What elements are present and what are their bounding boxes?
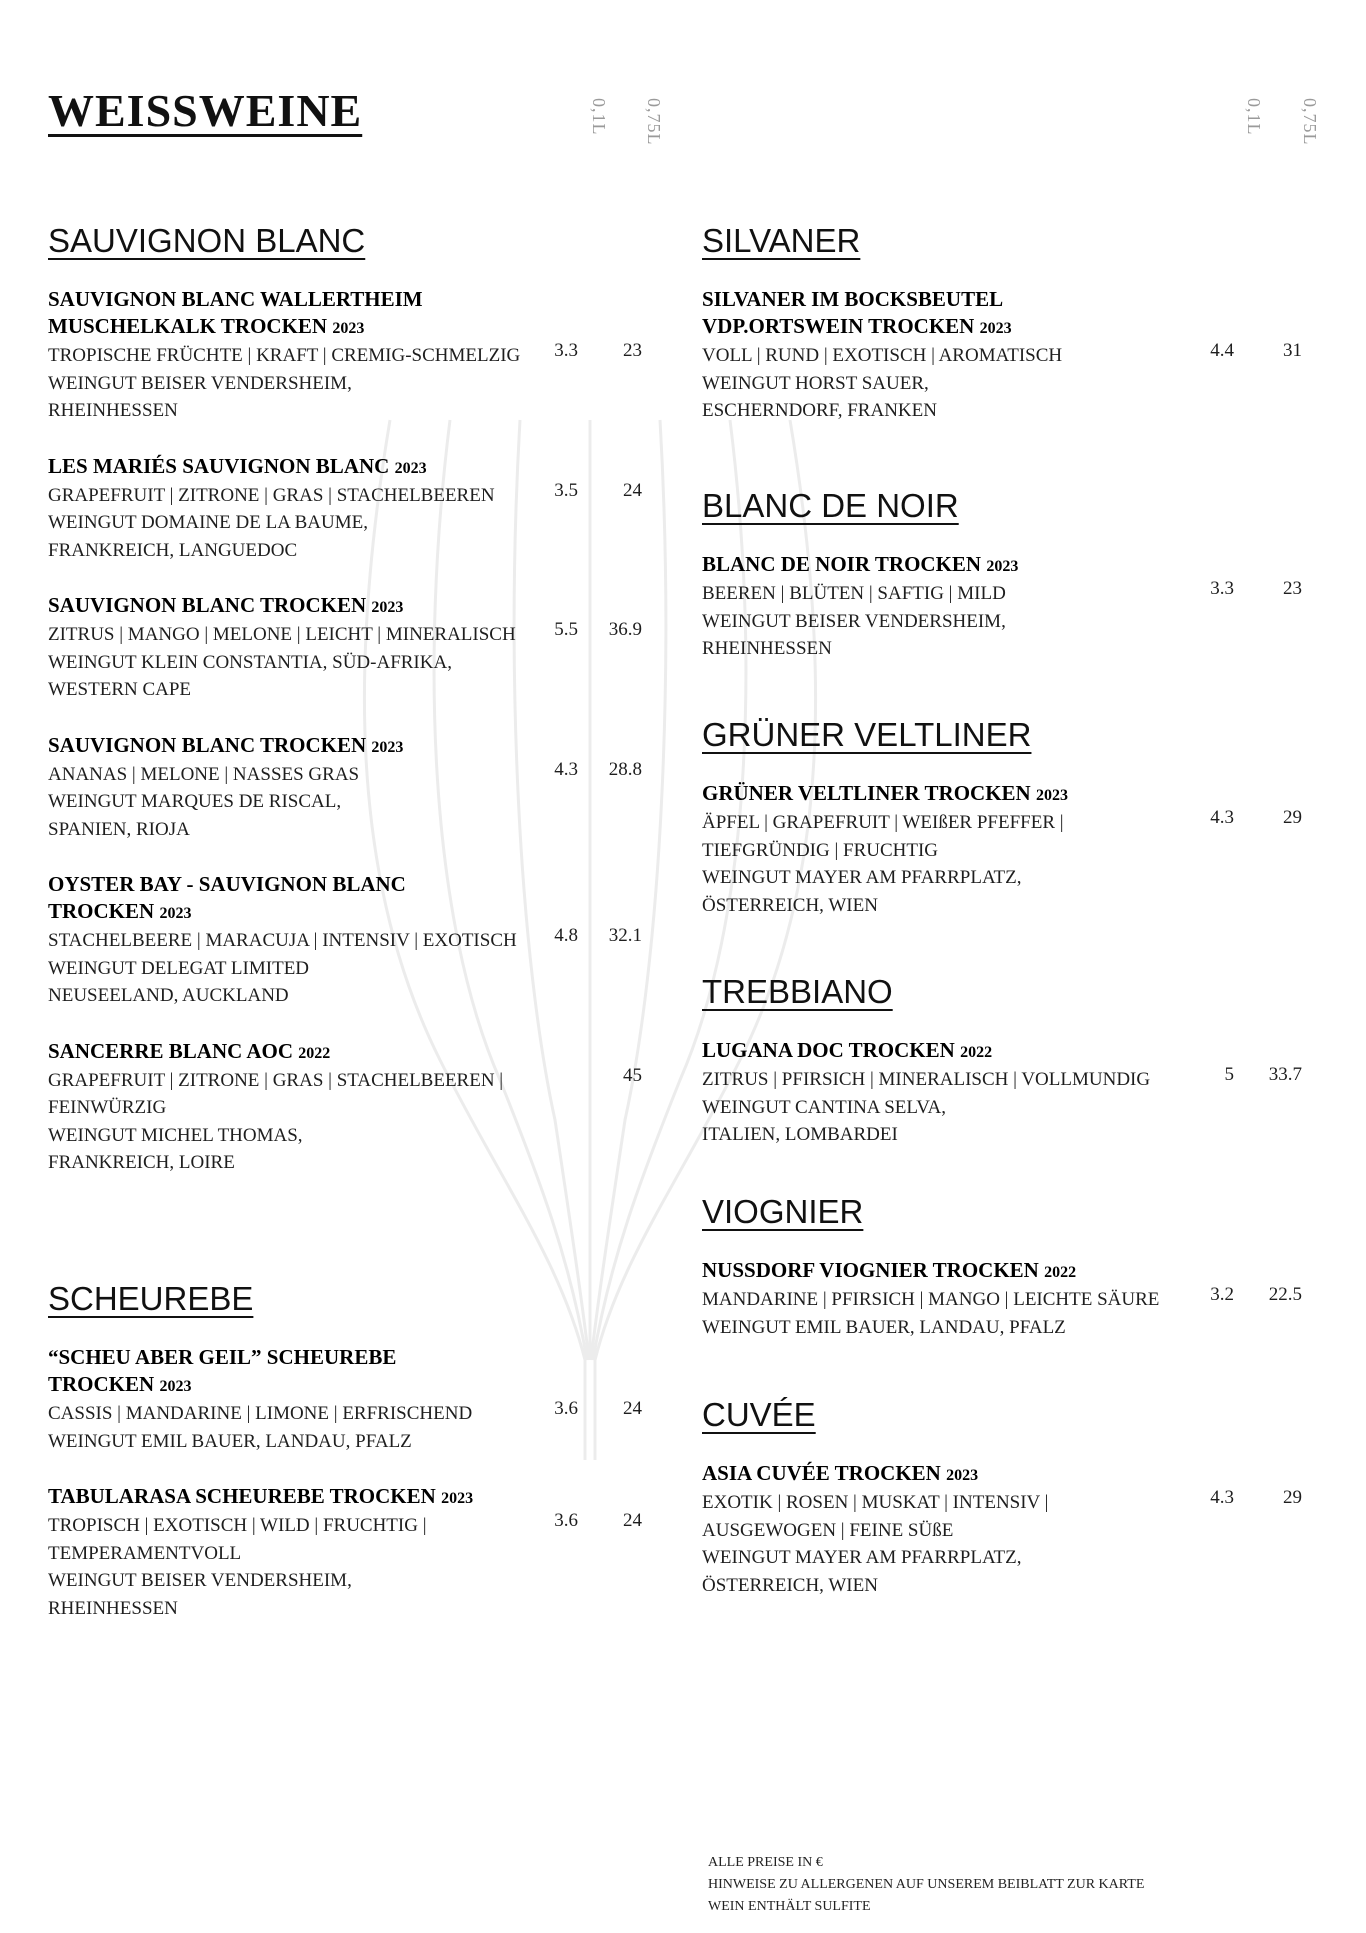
footer-line: ALLE PREISE IN € [708,1855,823,1870]
wine-item [48,732,678,844]
size-label-bottle-left: 0,75L [644,98,664,146]
wine-vintage: 2023 [986,558,1019,575]
price-glass: 4.3 [1210,807,1234,828]
footer-line: WEIN ENTHÄLT SULFITE [708,1899,871,1914]
wine-name-line: LUGANA DOC TROCKEN [702,1038,955,1062]
wine-producer: ITALIEN, LOMBARDEI [702,1124,898,1145]
wine-name [702,551,1342,580]
price-bottle: 29 [1283,1487,1302,1508]
price-glass: 4.3 [554,758,578,780]
section-title: VIOGNIER [702,1193,864,1230]
price-bottle: 24 [623,1398,642,1419]
footer-notes [708,1852,1144,1918]
section-title: BLANC DE NOIR [702,487,959,524]
section-title: SILVANER [702,222,861,259]
price-glass: 3.6 [554,1510,578,1531]
wine-producer: WEINGUT BEISER VENDERSHEIM, [48,372,352,394]
price-glass: 5.5 [554,619,578,640]
wine-producer: SPANIEN, RIOJA [48,818,190,840]
price-bottle: 31 [1283,340,1302,361]
wine-tasting-notes: ZITRUS | PFIRSICH | MINERALISCH | VOLLMUNDIG [702,1069,1151,1090]
wine-vintage: 2023 [332,320,365,337]
section-title: TREBBIANO [702,973,893,1010]
wine-name [702,1257,1342,1286]
wine-name-line: “SCHEU ABER GEIL” SCHEUREBE [48,1345,397,1369]
wine-vintage: 2023 [946,1467,979,1484]
wine-vintage: 2023 [159,1378,192,1395]
wine-name [48,592,678,621]
wine-item [48,1483,678,1622]
wine-vintage: 2023 [1035,787,1068,804]
wine-name-line: BLANC DE NOIR TROCKEN [702,552,982,576]
wine-name-line: SAUVIGNON BLANC TROCKEN [48,732,367,757]
section-title: SAUVIGNON BLANC [48,222,366,259]
wine-tasting-notes: ZITRUS | MANGO | MELONE | LEICHT | MINERALISCH [48,624,516,645]
wine-tasting-notes: EXOTIK | ROSEN | MUSKAT | INTENSIV | [702,1492,1049,1513]
wine-item [702,780,1342,919]
wine-name [702,1037,1342,1066]
wine-item [702,551,1342,663]
wine-producer: WEINGUT BEISER VENDERSHEIM, [702,610,1006,632]
wine-producer: FRANKREICH, LANGUEDOC [48,539,298,561]
price-glass: 4.4 [1210,340,1234,361]
wine-tasting-notes: STACHELBEERE | MARACUJA | INTENSIV | EXOTISCH [48,930,517,951]
wine-producer: WEINGUT DOMAINE DE LA BAUME, [48,512,368,533]
wine-name-line: SANCERRE BLANC AOC [48,1038,294,1063]
wine-producer: WEINGUT EMIL BAUER, LANDAU, PFALZ [702,1316,1066,1338]
wine-name-line: SAUVIGNON BLANC TROCKEN [48,593,367,617]
price-bottle: 36.9 [608,619,642,640]
wine-name-line: SAUVIGNON BLANC WALLERTHEIM [48,287,423,311]
price-glass: 3.3 [554,340,578,361]
price-glass: 3.2 [1210,1284,1234,1305]
wine-tasting-notes: ÄPFEL | GRAPEFRUIT | WEIßER PFEFFER | [702,812,1064,833]
wine-item [48,871,678,1010]
price-bottle: 23 [623,340,642,361]
section-cuv-e [702,1396,1342,1627]
wine-name-line: GRÜNER VELTLINER TROCKEN [702,781,1031,805]
section-title: CUVÉE [702,1396,816,1433]
wine-producer: WEINGUT DELEGAT LIMITED [48,957,310,979]
wine-name-line: VDP.ORTSWEIN TROCKEN [702,314,975,338]
price-glass: 4.8 [554,925,578,946]
wine-producer: ESCHERNDORF, FRANKEN [702,400,937,421]
wine-name [702,286,1342,342]
wine-producer: RHEINHESSEN [48,400,178,421]
wine-producer: WEINGUT EMIL BAUER, LANDAU, PFALZ [48,1430,412,1452]
wine-name-line: NUSSDORF VIOGNIER TROCKEN [702,1258,1039,1282]
wine-name [48,1038,678,1067]
wine-producer: WEINGUT MARQUES DE RISCAL, [48,791,342,812]
wine-producer: WEINGUT MICHEL THOMAS, [48,1124,303,1146]
wine-item [702,1257,1342,1341]
price-glass: 5 [1224,1064,1234,1085]
wine-producer: ÖSTERREICH, WIEN [702,894,878,916]
price-bottle: 33.7 [1268,1064,1302,1085]
wine-item [48,1344,678,1455]
size-label-small-right: 0,1L [1244,98,1264,136]
price-bottle: 29 [1283,807,1302,828]
wine-name-line: LES MARIÉS SAUVIGNON BLANC [48,453,390,478]
price-bottle: 45 [623,1064,642,1086]
wine-item [702,286,1342,425]
wine-producer: WEINGUT KLEIN CONSTANTIA, SÜD-AFRIKA, [48,651,452,673]
wine-producer: ÖSTERREICH, WIEN [702,1574,878,1596]
wine-name-line: TABULARASA SCHEUREBE TROCKEN [48,1484,436,1508]
wine-tasting-notes: AUSGEWOGEN | FEINE SÜßE [702,1519,954,1541]
wine-vintage: 2023 [371,738,404,756]
wine-item [48,1038,678,1177]
wine-name-line: TROCKEN [48,899,155,923]
price-bottle: 24 [623,1510,642,1531]
wine-item [48,592,678,704]
wine-producer: WEINGUT MAYER AM PFARRPLATZ, [702,867,1022,888]
wine-tasting-notes: MANDARINE | PFIRSICH | MANGO | LEICHTE SÄURE [702,1289,1160,1310]
wine-name-line: SILVANER IM BOCKSBEUTEL [702,287,1004,311]
wine-vintage: 2023 [159,905,192,922]
wine-vintage: 2023 [371,599,404,616]
wine-vintage: 2022 [1044,1264,1077,1281]
price-glass: 4.3 [1210,1487,1234,1508]
size-label-bottle-right: 0,75L [1300,98,1320,146]
wine-tasting-notes: ANANAS | MELONE | NASSES GRAS [48,763,360,785]
page-title: WEISSWEINE [48,85,363,136]
section-title: GRÜNER VELTLINER [702,716,1032,753]
wine-producer: NEUSEELAND, AUCKLAND [48,985,289,1006]
section-viognier [702,1193,1342,1369]
wine-producer: WESTERN CAPE [48,679,192,700]
wine-vintage: 2023 [394,459,427,477]
wine-item [702,1460,1342,1599]
wine-item [48,453,678,565]
wine-name [48,1483,678,1512]
wine-producer: WEINGUT BEISER VENDERSHEIM, [48,1570,352,1591]
footer-line: HINWEISE ZU ALLERGENEN AUF UNSEREM BEIBLATT ZUR KARTE [708,1877,1145,1892]
wine-tasting-notes: GRAPEFRUIT | ZITRONE | GRAS | STACHELBEEREN | [48,1069,504,1091]
wine-producer: RHEINHESSEN [702,638,832,659]
section-blanc-de-noir [702,487,1342,691]
price-bottle: 32.1 [608,925,642,946]
wine-name [48,871,678,927]
wine-item [48,286,678,425]
section-sauvignon-blanc [48,222,678,1205]
wine-vintage: 2023 [441,1490,474,1507]
wine-vintage: 2022 [960,1044,993,1061]
wine-tasting-notes: TEMPERAMENTVOLL [48,1542,242,1564]
price-bottle: 28.8 [608,758,642,780]
price-bottle: 23 [1283,578,1302,599]
section-scheurebe [48,1280,678,1650]
wine-name [48,286,678,342]
wine-name-line: ASIA CUVÉE TROCKEN [702,1461,941,1485]
wine-tasting-notes: TROPISCHE FRÜCHTE | KRAFT | CREMIG-SCHMELZIG [48,345,521,366]
wine-tasting-notes: TROPISCH | EXOTISCH | WILD | FRUCHTIG | [48,1515,427,1536]
wine-name [702,780,1342,809]
size-label-small-left: 0,1L [589,98,609,136]
wine-name-line: MUSCHELKALK TROCKEN [48,314,328,338]
price-bottle: 22.5 [1268,1284,1302,1305]
wine-producer: WEINGUT HORST SAUER, [702,372,929,394]
wine-tasting-notes: BEEREN | BLÜTEN | SAFTIG | MILD [702,583,1006,604]
wine-vintage: 2023 [979,320,1012,337]
wine-name [702,1460,1342,1489]
wine-name-line: TROCKEN [48,1372,155,1396]
price-glass: 3.5 [554,479,578,501]
section-silvaner [702,222,1342,453]
wine-producer: WEINGUT MAYER AM PFARRPLATZ, [702,1547,1022,1568]
wine-tasting-notes: TIEFGRÜNDIG | FRUCHTIG [702,839,939,861]
wine-producer: WEINGUT CANTINA SELVA, [702,1096,947,1118]
wine-name [48,453,678,482]
wine-name [48,1344,678,1400]
wine-producer: RHEINHESSEN [48,1597,178,1619]
price-glass: 3.6 [554,1398,578,1419]
wine-tasting-notes: CASSIS | MANDARINE | LIMONE | ERFRISCHEND [48,1403,473,1424]
wine-tasting-notes: VOLL | RUND | EXOTISCH | AROMATISCH [702,345,1063,366]
price-glass: 3.3 [1210,578,1234,599]
wine-name [48,732,678,761]
wine-tasting-notes: FEINWÜRZIG [48,1097,167,1118]
wine-vintage: 2022 [298,1044,331,1062]
section-trebbiano [702,973,1342,1177]
wine-producer: FRANKREICH, LOIRE [48,1152,235,1173]
section-title: SCHEUREBE [48,1280,254,1317]
section-gr-ner-veltliner [702,716,1342,947]
wine-name-line: OYSTER BAY - SAUVIGNON BLANC [48,872,406,896]
price-bottle: 24 [623,479,642,501]
wine-item [702,1037,1342,1149]
wine-tasting-notes: GRAPEFRUIT | ZITRONE | GRAS | STACHELBEEREN [48,484,495,506]
